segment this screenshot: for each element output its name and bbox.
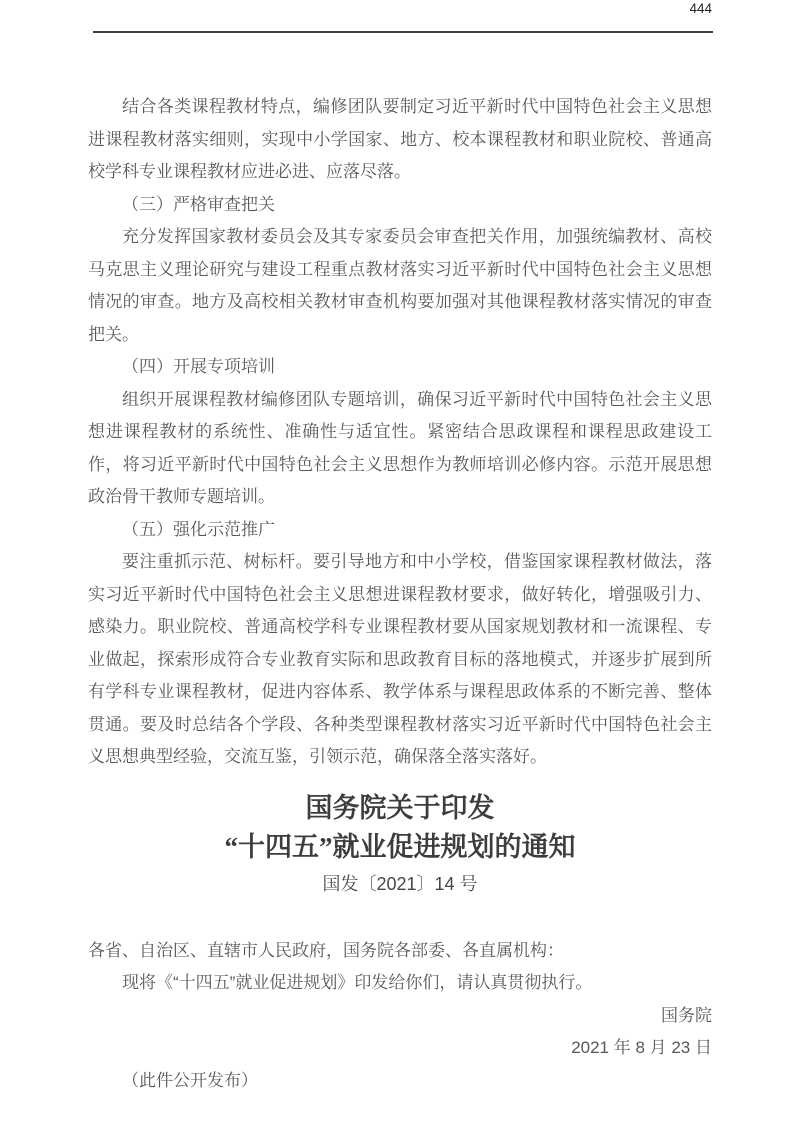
notice-title <box>88 789 712 867</box>
body-paragraph: 要注重抓示范、树标杆。要引导地方和中小学校，借鉴国家课程教材做法，落实习近平新时代中国特色社会主义思想进课程教材要求，做好转化，增强吸引力、感染力。职业院校、普通高校学科专业课程教材要从国家规划教材和一流课程、专业做起，探索形成符合专业教育实际和思政教育目标的落地模式，并逐步扩展到所有学科专业课程教材，促进内容体系、教学体系与课程思政体系的不断完善、整体贯通。要及时总结各个学段、各种类型课程教材落实习近平新时代中国特色社会主义思想典型经验，交流互鉴，引领示范，确保落全落实落好。 <box>88 552 712 766</box>
addressee-line: 各省、自治区、直辖市人民政府，国务院各部委、各直属机构： <box>88 940 564 960</box>
notice-title-line2: “十四五”就业促进规划的通知 <box>224 831 576 862</box>
notice-body: 现将《“十四五”就业促进规划》印发给你们，请认真贯彻执行。 <box>122 973 593 992</box>
body-paragraph: 结合各类课程教材特点，编修团队要制定习近平新时代中国特色社会主义思想进课程教材落实细则，实现中小学国家、地方、校本课程教材和职业院校、普通高校学科专业课程教材应进必进、应落尽落。 <box>88 97 712 181</box>
section-heading-4: （四）开展专项培训 <box>122 357 275 376</box>
signature: 国务院 <box>661 1005 712 1025</box>
body-paragraph: 充分发挥国家教材委员会及其专家委员会审查把关作用，加强统编教材、高校马克思主义理论研究与建设工程重点教材落实习近平新时代中国特色社会主义思想情况的审查。地方及高校相关教材审查机构要加强对其他课程教材落实情况的审查把关。 <box>88 227 712 344</box>
header-rule <box>93 31 713 33</box>
page-number: 444 <box>689 1 712 16</box>
body-paragraph: 组织开展课程教材编修团队专题培训，确保习近平新时代中国特色社会主义思想进课程教材的系统性、准确性与适宜性。紧密结合思政课程和课程思政建设工作，将习近平新时代中国特色社会主义思想作为教师培训必修内容。示范开展思想政治骨干教师专题培训。 <box>88 389 712 506</box>
section-heading-3: （三）严格审查把关 <box>122 194 275 214</box>
doc-number: 国发〔2021〕14 号 <box>322 873 478 894</box>
section-heading-5: （五）强化示范推广 <box>122 519 275 539</box>
notice-title-line1: 国务院关于印发 <box>305 792 495 823</box>
signature-date: 2021 年 8 月 23 日 <box>571 1038 712 1057</box>
document-content <box>88 91 712 1097</box>
publish-note: （此件公开发布） <box>122 1070 258 1090</box>
